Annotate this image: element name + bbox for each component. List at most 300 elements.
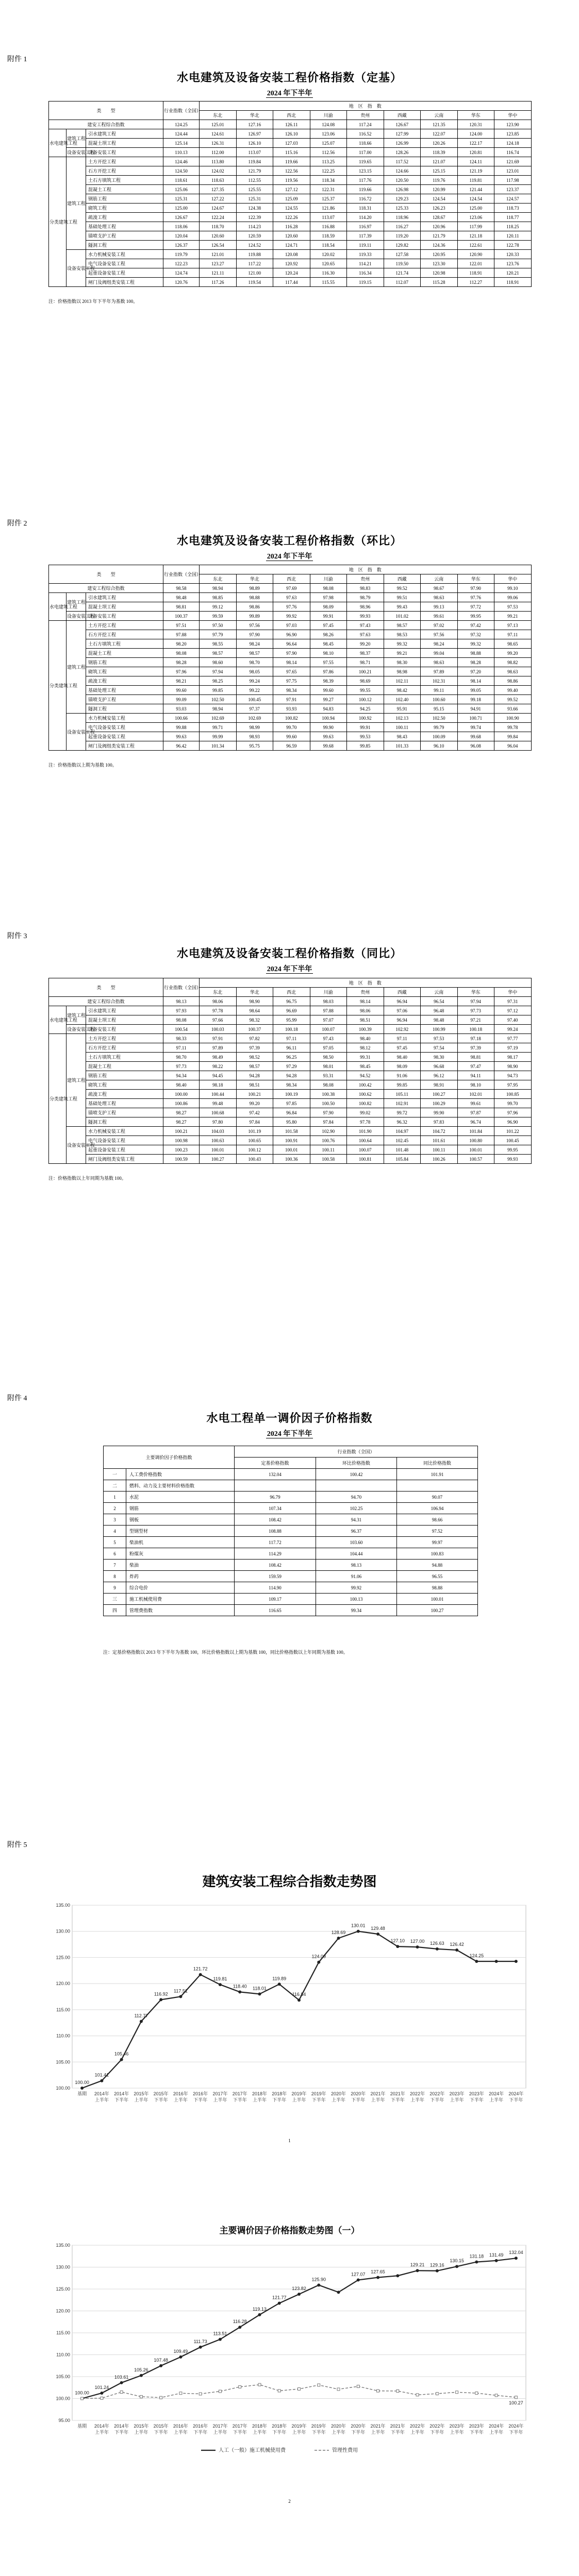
group-label: 设备安装工程 [67, 714, 86, 751]
value-cell: 126.10 [236, 139, 273, 148]
value-cell: 122.26 [273, 213, 310, 222]
x-tick-label: 2020年 [331, 2091, 346, 2096]
data-label: 105.46 [114, 2051, 129, 2057]
table-note-4: 注：定基价格指数以 2013 年下半年为基数 100，环比价格指数以上期为基数 100，同比价格指数以上年同期为基数 100。 [103, 1650, 348, 1655]
value-cell: 98.37 [347, 649, 384, 658]
value-cell: 119.15 [347, 278, 384, 287]
value-cell: 97.72 [457, 602, 494, 612]
value-cell: 112.56 [310, 148, 347, 157]
header-region: 华东 [457, 574, 494, 584]
row-label: 土方开挖工程 [86, 1034, 163, 1043]
row-label: 钢筋工程 [86, 1071, 163, 1080]
attachment-label-2: 附件 2 [7, 520, 27, 528]
value-cell: 96.74 [457, 1117, 494, 1127]
value-cell: 97.80 [200, 1117, 237, 1127]
value-cell: 101.22 [494, 1127, 532, 1136]
table-row [104, 1582, 478, 1594]
x-tick-label: 2014年 [94, 2091, 109, 2096]
row-number: 7 [104, 1560, 126, 1571]
value-cell: 120.31 [457, 120, 494, 129]
value-cell: 99.32 [457, 639, 494, 649]
row-label: 电气设备安装工程 [86, 723, 163, 732]
x-tick-label: 下半年 [351, 2430, 366, 2435]
value-cell: 97.96 [494, 1108, 532, 1117]
value-cell: 99.60 [163, 686, 200, 695]
value-cell: 127.35 [200, 185, 237, 194]
table-row [104, 1605, 478, 1616]
value-cell: 99.92 [273, 612, 310, 621]
value-cell: 123.37 [494, 185, 532, 194]
value-cell: 114.21 [347, 259, 384, 268]
value-cell: 122.61 [457, 241, 494, 250]
value-cell: 114.23 [236, 222, 273, 231]
x-tick-label: 2014年 [114, 2424, 129, 2429]
value-cell: 98.63 [421, 593, 458, 602]
value-cell: 97.50 [200, 621, 237, 630]
value-cell: 120.98 [421, 268, 458, 278]
value-cell: 98.09 [310, 602, 347, 612]
value-cell: 121.01 [200, 250, 237, 259]
row-number: 3 [104, 1514, 126, 1526]
value-cell: 97.18 [457, 1034, 494, 1043]
value-cell: 120.50 [384, 176, 421, 185]
value-cell: 101.58 [273, 1127, 310, 1136]
value-cell: 96.04 [494, 741, 532, 751]
row-label: 燃料、动力及主要材料价格指数 [126, 1480, 235, 1492]
data-label: 129.21 [410, 2262, 425, 2268]
value-cell: 97.90 [457, 584, 494, 593]
data-label: 124.09 [311, 1954, 326, 1959]
value-cell: 94.11 [457, 1071, 494, 1080]
data-label: 103.61 [114, 2374, 129, 2380]
value-cell: 125.00 [457, 204, 494, 213]
value-cell: 117.76 [347, 176, 384, 185]
row-label: 锚喷支护工程 [86, 231, 163, 241]
value-cell: 100.63 [200, 1136, 237, 1145]
value-cell: 99.11 [421, 686, 458, 695]
value-cell: 98.10 [310, 649, 347, 658]
value-cell: 97.05 [310, 1043, 347, 1053]
data-point [120, 2391, 123, 2394]
value-cell: 98.21 [163, 676, 200, 686]
row-number: 一 [104, 1469, 126, 1480]
value-cell: 99.21 [494, 612, 532, 621]
row-label: 设备安装工程 [86, 1025, 163, 1034]
x-tick-label: 下半年 [193, 2097, 208, 2103]
group-label: 设备安装工程 [67, 148, 86, 157]
value-cell: 98.57 [200, 649, 237, 658]
row-label: 柴油 [126, 1560, 235, 1571]
value-cell: 101.84 [457, 1127, 494, 1136]
value-cell: 100.39 [347, 1025, 384, 1034]
group-label: 建筑工程 [67, 157, 86, 250]
x-tick-label: 2016年 [193, 2091, 208, 2096]
row-number: 4 [104, 1526, 126, 1537]
table-row [49, 1025, 532, 1034]
value-cell: 126.97 [236, 129, 273, 139]
value-cell: 101.33 [384, 741, 421, 751]
value-cell: 98.51 [347, 1015, 384, 1025]
value-cell: 98.22 [200, 1062, 237, 1071]
value-cell: 98.05 [236, 667, 273, 676]
value-cell: 117.22 [236, 259, 273, 268]
header-region: 西藏 [384, 574, 421, 584]
value-cell: 129.82 [384, 241, 421, 250]
value-cell: 127.03 [273, 139, 310, 148]
value-cell: 100.07 [347, 1145, 384, 1155]
table-note-3: 注：价格指数以上年同期为基数 100。 [48, 1176, 126, 1181]
value-cell: 97.32 [457, 630, 494, 639]
data-point [297, 1998, 301, 2002]
data-label: 118.01 [253, 1986, 267, 1991]
value-cell: 94.73 [494, 1071, 532, 1080]
value-cell: 98.34 [273, 686, 310, 695]
value-cell: 99.60 [273, 732, 310, 741]
value-cell: 124.50 [163, 166, 200, 176]
row-label: 水力机械安装工程 [86, 1127, 163, 1136]
table-row [49, 686, 532, 695]
value-cell: 100.01 [397, 1594, 478, 1605]
value-cell: 102.25 [316, 1503, 397, 1514]
value-cell: 122.78 [494, 241, 532, 250]
x-tick-label: 2022年 [429, 2424, 445, 2429]
value-cell: 102.50 [200, 695, 237, 704]
value-cell: 98.39 [310, 676, 347, 686]
x-tick-label: 基期 [77, 2091, 87, 2096]
value-cell: 102.50 [421, 714, 458, 723]
header-region: 东北 [200, 988, 237, 997]
value-cell: 97.43 [310, 1034, 347, 1043]
value-cell: 97.65 [273, 667, 310, 676]
row-label: 疏浚工程 [86, 1090, 163, 1099]
row-label: 炸药 [126, 1571, 235, 1582]
value-cell: 102.11 [384, 676, 421, 686]
table-row [49, 649, 532, 658]
table-title-3: 水电建筑及设备安装工程价格指数（同比） [176, 947, 402, 960]
x-tick-label: 上半年 [450, 2097, 464, 2103]
value-cell: 98.89 [236, 584, 273, 593]
row-label: 粉煤灰 [126, 1548, 235, 1560]
value-cell: 99.27 [310, 695, 347, 704]
value-cell: 98.10 [457, 1080, 494, 1090]
value-cell: 97.12 [494, 1006, 532, 1015]
value-cell: 97.88 [163, 630, 200, 639]
group-label: 分类建筑工程 [49, 157, 67, 287]
data-point [179, 2355, 182, 2359]
value-cell: 96.69 [273, 1006, 310, 1015]
value-cell: 96.79 [235, 1492, 316, 1503]
value-cell: 122.24 [200, 213, 237, 222]
x-tick-label: 2017年 [232, 2424, 247, 2429]
value-cell: 126.67 [163, 213, 200, 222]
row-label: 建安工程综合指数 [49, 997, 163, 1006]
value-cell: 97.42 [236, 1108, 273, 1117]
value-cell: 100.94 [310, 714, 347, 723]
value-cell: 99.13 [421, 602, 458, 612]
value-cell: 100.11 [384, 723, 421, 732]
row-label: 钢板 [126, 1514, 235, 1526]
data-point [337, 2388, 340, 2391]
row-label: 锚喷支护工程 [86, 1108, 163, 1117]
table-row [49, 602, 532, 612]
value-cell: 99.74 [457, 723, 494, 732]
value-cell: 120.60 [200, 231, 237, 241]
table-title-2: 水电建筑及设备安装工程价格指数（环比） [176, 534, 402, 547]
value-cell: 122.17 [457, 139, 494, 148]
data-point [376, 2276, 379, 2279]
x-tick-label: 2024年 [489, 2091, 504, 2096]
value-cell: 118.34 [310, 176, 347, 185]
table-row [49, 1053, 532, 1062]
value-cell: 96.37 [316, 1526, 397, 1537]
row-number: 5 [104, 1537, 126, 1548]
data-point [317, 2283, 320, 2286]
value-cell: 118.91 [457, 268, 494, 278]
value-cell: 100.11 [310, 1145, 347, 1155]
value-cell: 97.11 [494, 630, 532, 639]
value-cell: 98.94 [200, 584, 237, 593]
table-row [104, 1469, 478, 1480]
value-cell: 100.07 [310, 1025, 347, 1034]
data-label: 128.69 [331, 1930, 346, 1936]
data-label: 119.81 [213, 1976, 227, 1982]
value-cell: 101.34 [200, 741, 237, 751]
value-cell: 99.90 [310, 723, 347, 732]
value-cell: 97.40 [494, 1015, 532, 1025]
value-cell: 125.00 [163, 204, 200, 213]
value-cell: 98.71 [347, 658, 384, 667]
value-cell: 100.68 [200, 1108, 237, 1117]
value-cell: 98.96 [347, 602, 384, 612]
value-cell: 98.13 [316, 1560, 397, 1571]
value-cell: 104.03 [200, 1127, 237, 1136]
table-row [49, 1062, 532, 1071]
value-cell: 100.27 [421, 1090, 458, 1099]
value-cell: 159.59 [235, 1571, 316, 1582]
value-cell: 100.01 [457, 1145, 494, 1155]
value-cell: 94.45 [200, 1071, 237, 1080]
value-cell: 100.82 [273, 714, 310, 723]
value-cell: 95.99 [273, 1015, 310, 1025]
value-cell: 99.20 [494, 649, 532, 658]
value-cell: 98.26 [310, 630, 347, 639]
value-cell: 100.38 [310, 1090, 347, 1099]
header-region: 华北 [236, 574, 273, 584]
data-label: 121.77 [272, 2295, 287, 2300]
data-label: 107.48 [154, 2357, 168, 2363]
data-point [475, 2392, 478, 2395]
value-cell: 125.06 [163, 185, 200, 194]
row-label: 基础处理工程 [86, 222, 163, 231]
value-cell: 100.64 [347, 1136, 384, 1145]
data-point [278, 1982, 281, 1986]
value-cell: 99.85 [384, 1080, 421, 1090]
value-cell: 99.48 [200, 1099, 237, 1108]
table-row [49, 1080, 532, 1090]
value-cell: 104.72 [421, 1127, 458, 1136]
value-cell: 100.98 [163, 1136, 200, 1145]
value-cell: 91.06 [384, 1071, 421, 1080]
x-tick-label: 下半年 [469, 2097, 484, 2103]
data-point [475, 2260, 478, 2263]
table-subtitle-4: 2024 年下半年 [267, 1430, 312, 1438]
value-cell: 97.39 [457, 1043, 494, 1053]
data-label: 124.25 [469, 1953, 484, 1959]
value-cell: 116.72 [347, 194, 384, 204]
value-cell: 116.27 [384, 222, 421, 231]
value-cell: 100.57 [457, 1155, 494, 1164]
header-factor: 主要调价因子价格指数 [104, 1446, 235, 1469]
value-cell: 97.52 [397, 1526, 478, 1537]
data-label: 127.07 [351, 2272, 366, 2277]
value-cell: 98.33 [163, 1034, 200, 1043]
table-subtitle-3: 2024 年下半年 [267, 965, 312, 973]
x-tick-label: 2023年 [469, 2424, 484, 2429]
x-tick-label: 2017年 [212, 2424, 228, 2429]
value-cell: 120.95 [421, 250, 458, 259]
data-label: 123.82 [292, 2286, 306, 2292]
value-cell: 124.36 [421, 241, 458, 250]
row-label: 钢筋工程 [86, 658, 163, 667]
value-cell: 113.25 [310, 157, 347, 166]
value-cell: 96.55 [397, 1571, 478, 1582]
value-cell: 96.59 [273, 741, 310, 751]
value-cell: 123.01 [494, 166, 532, 176]
value-cell: 98.50 [310, 1053, 347, 1062]
value-cell: 124.11 [457, 157, 494, 166]
row-label: 起重设备安装工程 [86, 1145, 163, 1155]
table-row [49, 1155, 532, 1164]
x-tick-label: 上半年 [489, 2097, 504, 2103]
value-cell: 99.93 [347, 612, 384, 621]
value-cell: 124.38 [236, 204, 273, 213]
value-cell: 97.95 [494, 1080, 532, 1090]
value-cell: 117.52 [384, 157, 421, 166]
value-cell: 101.91 [397, 1469, 478, 1480]
value-cell: 99.55 [347, 686, 384, 695]
value-cell: 98.67 [421, 584, 458, 593]
value-cell: 126.31 [200, 139, 237, 148]
x-tick-label: 上半年 [213, 2430, 227, 2435]
value-cell: 126.10 [273, 129, 310, 139]
value-cell: 102.13 [384, 714, 421, 723]
value-cell: 116.97 [347, 222, 384, 231]
data-point [239, 2385, 241, 2388]
value-cell: 98.81 [163, 602, 200, 612]
data-point [416, 2394, 419, 2396]
factor-index-chart-1 [52, 2240, 531, 2462]
value-cell: 97.88 [310, 1006, 347, 1015]
data-point [298, 2387, 301, 2390]
value-cell: 119.65 [347, 157, 384, 166]
x-tick-label: 下半年 [193, 2430, 208, 2435]
x-tick-label: 2022年 [429, 2091, 445, 2096]
value-cell: 100.65 [236, 1136, 273, 1145]
value-cell: 100.86 [163, 1099, 200, 1108]
value-cell: 98.57 [384, 621, 421, 630]
value-cell: 98.30 [421, 1053, 458, 1062]
group-label: 建筑工程 [67, 1034, 86, 1127]
value-cell: 99.02 [347, 1108, 384, 1117]
value-cell: 118.61 [163, 176, 200, 185]
value-cell: 104.44 [316, 1548, 397, 1560]
table-row [49, 704, 532, 714]
value-cell: 97.11 [273, 1034, 310, 1043]
value-cell: 97.83 [421, 1117, 458, 1127]
value-cell: 120.65 [310, 259, 347, 268]
value-cell: 109.17 [235, 1594, 316, 1605]
value-cell: 97.89 [200, 1043, 237, 1053]
value-cell: 95.80 [273, 1117, 310, 1127]
value-cell: 102.69 [200, 714, 237, 723]
data-point [219, 2390, 221, 2393]
price-index-table-chain [48, 565, 532, 751]
table-note-2: 注：价格指数以上期为基数 100。 [48, 762, 117, 768]
header-region: 贵州 [347, 574, 384, 584]
header-region: 云南 [421, 574, 458, 584]
x-tick-label: 2021年 [390, 2091, 405, 2096]
value-cell: 112.00 [200, 148, 237, 157]
table-row [49, 1043, 532, 1053]
value-cell: 118.39 [421, 148, 458, 157]
value-cell: 114.90 [235, 1582, 316, 1594]
data-label: 127.65 [371, 2269, 385, 2275]
value-cell: 99.21 [384, 649, 421, 658]
value-cell: 97.84 [236, 1117, 273, 1127]
value-cell: 99.53 [347, 732, 384, 741]
value-cell: 116.88 [310, 222, 347, 231]
table-header-row [49, 565, 532, 574]
value-cell: 117.24 [347, 120, 384, 129]
data-label: 119.89 [272, 1976, 287, 1981]
value-cell: 120.02 [310, 250, 347, 259]
x-tick-label: 上半年 [134, 2430, 148, 2435]
value-cell: 99.12 [200, 602, 237, 612]
row-label: 基础处理工程 [86, 1099, 163, 1108]
group-label: 设备安装工程 [67, 1025, 86, 1034]
value-cell: 117.39 [347, 231, 384, 241]
value-cell: 119.84 [236, 157, 273, 166]
value-cell: 101.19 [236, 1127, 273, 1136]
value-cell: 98.51 [236, 1080, 273, 1090]
x-tick-label: 下半年 [154, 2097, 168, 2103]
value-cell: 99.63 [310, 732, 347, 741]
header-national: 行业指数（全国） [163, 101, 200, 120]
header-region: 华中 [494, 111, 532, 120]
header-region: 云南 [421, 111, 458, 120]
row-label: 柴油机 [126, 1537, 235, 1548]
data-point [436, 1947, 439, 1951]
value-cell: 98.08 [163, 649, 200, 658]
value-cell: 97.69 [273, 584, 310, 593]
table-row [49, 612, 532, 621]
value-cell: 99.20 [236, 1099, 273, 1108]
value-cell: 99.97 [397, 1537, 478, 1548]
value-cell: 125.31 [236, 194, 273, 204]
value-cell: 97.13 [494, 621, 532, 630]
value-cell: 98.64 [236, 1006, 273, 1015]
value-cell: 98.82 [494, 658, 532, 667]
table-row [49, 741, 532, 751]
value-cell: 112.07 [384, 278, 421, 287]
value-cell: 97.31 [494, 997, 532, 1006]
x-tick-label: 2024年 [508, 2091, 524, 2096]
attachment-label-1: 附件 1 [7, 56, 27, 63]
value-cell: 98.86 [236, 602, 273, 612]
table-row [49, 1145, 532, 1155]
value-cell: 99.85 [347, 741, 384, 751]
group-label: 建筑工程 [67, 1006, 86, 1025]
